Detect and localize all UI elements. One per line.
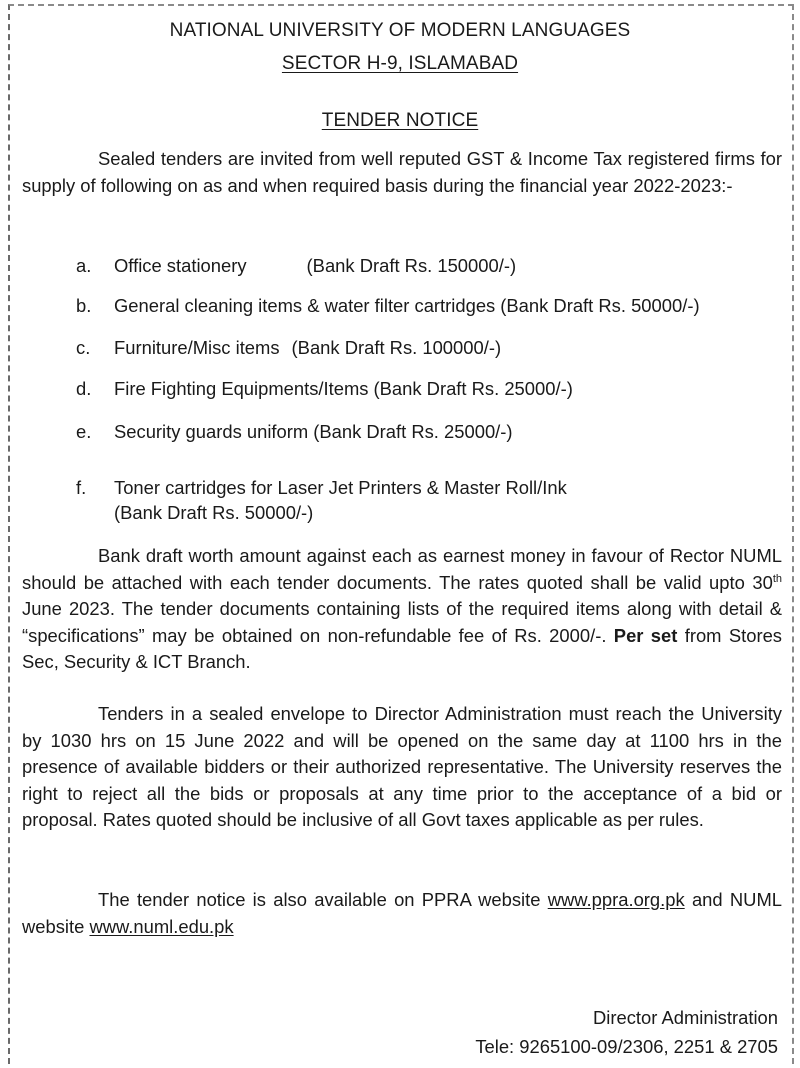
item-name: Fire Fighting Equipments/Items xyxy=(114,378,369,399)
intro-paragraph: Sealed tenders are invited from well reputed GST & Income Tax registered firms for supply of following on as and when required basis during the financial year 2022-2023:- xyxy=(22,148,782,196)
notice-title xyxy=(0,110,800,132)
bank-draft-text-3: from Stores Sec, Security & ICT Branch. xyxy=(22,624,782,672)
address-text: SECTOR H-9, ISLAMABAD xyxy=(281,53,519,74)
item-name: Office stationery xyxy=(114,255,247,276)
item-letter: e. xyxy=(76,421,92,442)
item-name: General cleaning items & water filter cartridges xyxy=(114,295,496,316)
availability-text-1: The tender notice is also available on PPRA website xyxy=(98,889,548,910)
item-draft: (Bank Draft Rs. 150000/-) xyxy=(306,255,517,276)
item-draft: (Bank Draft Rs. 50000/-) xyxy=(114,502,314,523)
item-name: Toner cartridges for Laser Jet Printers & Master Roll/Ink xyxy=(114,477,567,498)
signatory-title: Director Administration xyxy=(593,1007,778,1028)
list-item xyxy=(76,419,513,445)
ppra-website-link[interactable]: www.ppra.org.pk xyxy=(547,889,685,910)
item-letter: c. xyxy=(76,337,91,358)
ordinal-suffix: th xyxy=(772,572,782,585)
bank-draft-text-2: June 2023. The tender documents containing lists of the required items along with detail & “specifications” may be obtained on non-refundable fee of Rs. 2000/-. xyxy=(22,598,782,646)
item-draft: (Bank Draft Rs. 25000/-) xyxy=(313,421,513,442)
item-name: Security guards uniform xyxy=(114,421,309,442)
item-letter: d. xyxy=(76,378,92,399)
list-item xyxy=(76,293,700,319)
item-name: Furniture/Misc items xyxy=(114,337,280,358)
university-address xyxy=(0,53,800,75)
availability-text-2: and NUML website xyxy=(22,889,782,937)
university-name: NATIONAL UNIVERSITY OF MODERN LANGUAGES xyxy=(169,20,631,41)
item-draft: (Bank Draft Rs. 100000/-) xyxy=(291,337,502,358)
list-item xyxy=(76,335,501,361)
numl-website-link[interactable]: www.numl.edu.pk xyxy=(89,915,234,937)
list-item xyxy=(76,253,516,279)
notice-title-text: TENDER NOTICE xyxy=(321,110,479,131)
list-item xyxy=(76,376,573,402)
item-draft: (Bank Draft Rs. 25000/-) xyxy=(373,378,573,399)
availability-paragraph xyxy=(22,887,782,940)
item-letter: a. xyxy=(76,255,92,276)
signatory-phone: Tele: 9265100-09/2306, 2251 & 2705 xyxy=(475,1036,778,1057)
per-set-bold: Per set xyxy=(613,624,678,646)
bank-draft-paragraph xyxy=(22,543,782,676)
submission-paragraph: Tenders in a sealed envelope to Director Administration must reach the University by 1030 hrs on 15 June 2022 and will be opened on the same day at 1100 hrs in the presence of available bidders or their authorized representative. The University reserves the right to reject all the bids or proposals at any time prior to the acceptance of a bid or proposal. Rates quoted should be inclusive of all Govt taxes applicable as per rules. xyxy=(22,703,782,830)
item-draft: (Bank Draft Rs. 50000/-) xyxy=(500,295,700,316)
item-letter: f. xyxy=(76,477,87,498)
bank-draft-text-1: Bank draft worth amount against each as earnest money in favour of Rector NUML should be attached with each tender documents. The rates quoted shall be valid upto 30 xyxy=(22,545,782,593)
list-item xyxy=(76,475,567,501)
item-letter: b. xyxy=(76,295,92,316)
